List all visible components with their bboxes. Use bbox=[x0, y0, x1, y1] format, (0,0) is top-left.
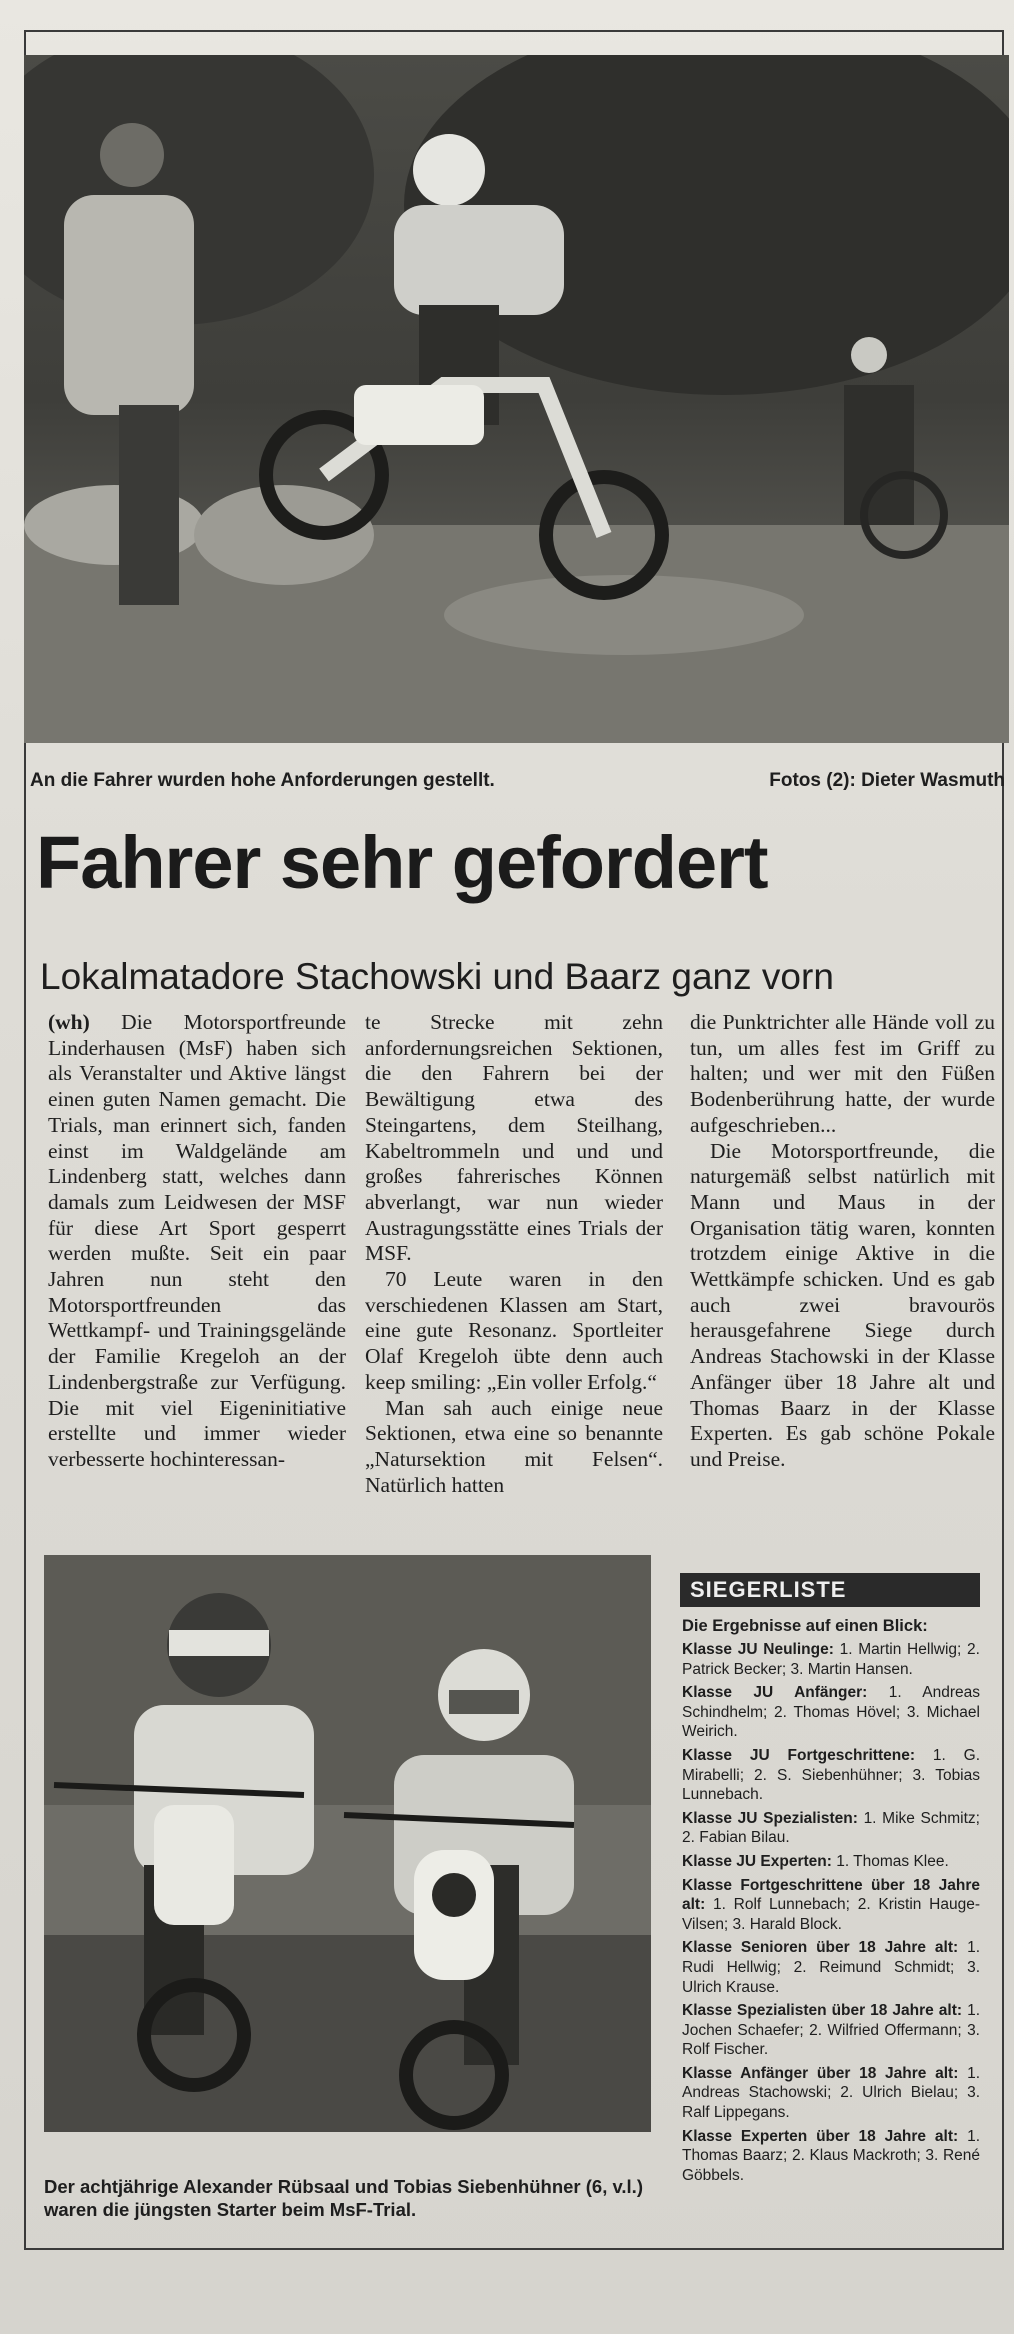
young-riders-caption: Der achtjährige Alexander Rübsaal und Tobias Siebenhühner (6, v.l.) waren die jüngsten Starter beim MsF-Trial. bbox=[44, 2176, 643, 2220]
result-text: 1. Thomas Klee. bbox=[831, 1852, 949, 1870]
result-text: 1. Mike Schmitz; 2. Fabian Bilau. bbox=[682, 1809, 980, 1847]
article-paragraph: te Strecke mit zehn anfordernungsreichen Sektionen, die den Fahrern bei der Bewältigung etwa des Steingartens, dem Steilhang, Kabeltrommeln und und und großes fahrerisches Können abverlangt, war nun wieder Austragungsstätte eines Trials der MSF. bbox=[365, 1010, 663, 1266]
results-list bbox=[680, 1640, 980, 2185]
result-entry bbox=[682, 1876, 980, 1935]
result-class: Klasse Fortgeschrittene über 18 Jahre alt: bbox=[682, 1876, 980, 1914]
results-box bbox=[680, 1573, 980, 2185]
result-class: Klasse Senioren über 18 Jahre alt: bbox=[682, 1939, 959, 1957]
paragraph-text: Die Motorsportfreunde Linderhausen (MsF) haben sich als Veranstalter und Aktive längst einen guten Namen gemacht. Die Trials, man erinnert sich, fanden einst im Waldgelände am Lindenberg statt, welches dann damals zum Leidwesen der MSF für diese Art Sport gesperrt werden mußte. Seit ein paar Jahren nun steht den Motorsportfreunden das Wettkampf- und Trainingsgelände der Familie Kregeloh an der Lindenbergstraße zur Verfügung. Die mit viel Eigeninitiative erstellte und immer wieder verbesserte hochinteressan- bbox=[48, 1010, 346, 1471]
photo-credit: Fotos (2): Dieter Wasmuth bbox=[769, 770, 1005, 791]
article-subheadline: Lokalmatadore Stachowski und Baarz ganz vorn bbox=[40, 956, 834, 997]
result-text: 1. Andreas Stachowski; 2. Ulrich Bielau; 3. Ralf Lippegans. bbox=[682, 2064, 980, 2122]
result-entry bbox=[682, 1938, 980, 1997]
result-entry bbox=[682, 2001, 980, 2060]
article-column-1 bbox=[48, 1010, 346, 1473]
result-class: Klasse Anfänger über 18 Jahre alt: bbox=[682, 2064, 959, 2082]
result-entry bbox=[682, 2127, 980, 2186]
result-entry bbox=[682, 2064, 980, 2123]
photo-caption-row bbox=[30, 770, 1005, 800]
article-column-3 bbox=[690, 1010, 995, 1473]
result-entry bbox=[682, 1852, 980, 1872]
article-paragraph: 70 Leute waren in den verschiedenen Klassen am Start, eine gute Resonanz. Sportleiter Olaf Kregeloh übte denn auch keep smiling: „Ein voller Erfolg.“ bbox=[365, 1267, 663, 1394]
result-class: Klasse JU Experten: bbox=[682, 1852, 832, 1870]
young-riders-photo bbox=[44, 1555, 651, 2132]
trial-rider-photo bbox=[24, 55, 1009, 743]
result-class: Klasse JU Spezialisten: bbox=[682, 1809, 858, 1827]
result-entry bbox=[682, 1640, 980, 1679]
article-paragraph: die Punktrichter alle Hände voll zu tun, um alles fest im Griff zu halten; und wer mit den Füßen Bodenberührung hatte, der wurde aufgeschrieben... bbox=[690, 1010, 995, 1137]
results-subtitle: Die Ergebnisse auf einen Blick: bbox=[682, 1617, 928, 1635]
result-class: Klasse JU Neulinge: bbox=[682, 1641, 834, 1658]
result-text: 1. Martin Hellwig; 2. Patrick Becker; 3. Martin Hansen. bbox=[682, 1641, 980, 1678]
article-paragraph: Man sah auch einige neue Sektionen, etwa eine so benannte „Natursektion mit Felsen“. Natürlich hatten bbox=[365, 1395, 663, 1497]
result-entry bbox=[682, 1683, 980, 1742]
article-paragraph: Die Motorsportfreunde, die naturgemäß selbst natürlich mit Mann und Maus in der Organisation tätig waren, konnten trotzdem einige Aktive in die Wettkämpfe schicken. Und es gab auch zwei bravourös herausgefahrene Siege durch Andreas Stachowski in der Klasse Anfänger über 18 Jahre alt und Thomas Baarz in der Klasse Experten. Es gab schöne Pokale und Preise. bbox=[690, 1138, 995, 1471]
result-class: Klasse Spezialisten über 18 Jahre alt: bbox=[682, 2002, 963, 2020]
result-text: 1. Andreas Schindhelm; 2. Thomas Hövel; 3. Michael Weirich. bbox=[682, 1684, 981, 1741]
result-text: 1. Rolf Lunnebach; 2. Kristin Hauge-Vilsen; 3. Harald Block. bbox=[682, 1896, 980, 1933]
result-text: 1. Rudi Hellwig; 2. Reimund Schmidt; 3. Ulrich Krause. bbox=[682, 1939, 981, 1996]
result-class: Klasse JU Fortgeschrittene: bbox=[682, 1746, 915, 1764]
article-paragraph bbox=[48, 1010, 346, 1473]
result-class: Klasse Experten über 18 Jahre alt: bbox=[682, 2127, 959, 2145]
byline: (wh) bbox=[48, 1010, 90, 1034]
result-text: 1. Thomas Baarz; 2. Klaus Mackroth; 3. René Göbbels. bbox=[682, 2127, 980, 2184]
result-text: 1. G. Mirabelli; 2. S. Siebenhühner; 3. Tobias Lunnebach. bbox=[682, 1746, 980, 1804]
result-entry bbox=[682, 1809, 980, 1848]
result-text: 1. Jochen Schaefer; 2. Wilfried Offermann; 3. Rolf Fischer. bbox=[682, 2002, 980, 2059]
photo-caption: An die Fahrer wurden hohe Anforderungen gestellt. bbox=[30, 770, 495, 791]
article-column-2 bbox=[365, 1010, 663, 1498]
article-headline: Fahrer sehr gefordert bbox=[36, 821, 768, 904]
results-title: SIEGERLISTE bbox=[680, 1573, 980, 1607]
result-entry bbox=[682, 1746, 980, 1805]
result-class: Klasse JU Anfänger: bbox=[682, 1684, 868, 1702]
